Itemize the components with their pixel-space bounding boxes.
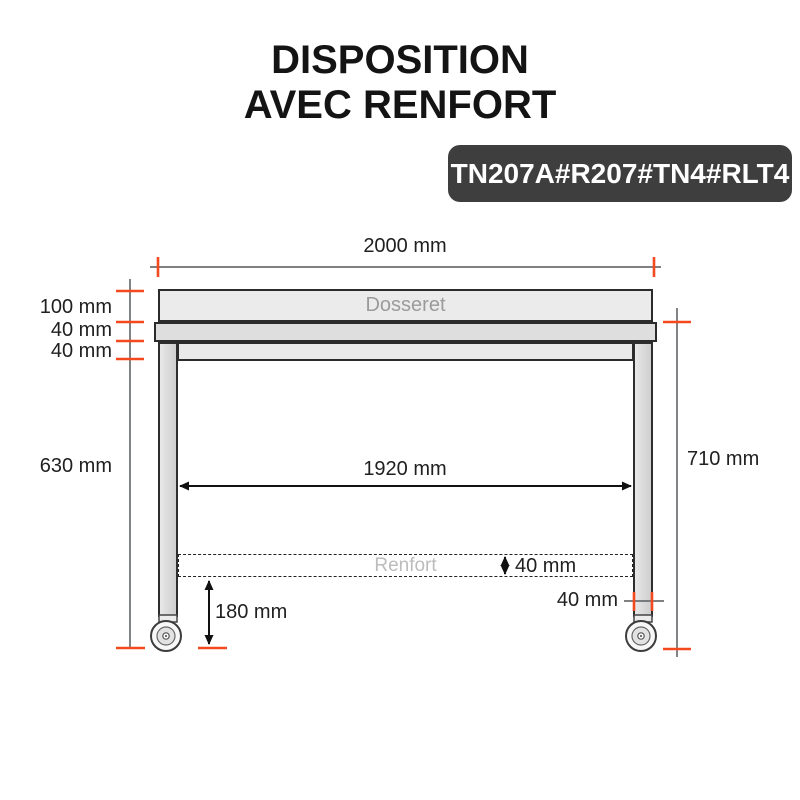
dim-worktop-thickness: 40 mm [50,319,112,341]
left-heights-dim-line [116,279,145,648]
dim-backsplash-height: 100 mm [39,296,112,318]
dim-inner-width: 1920 mm [363,458,447,480]
title-line-1: DISPOSITION [271,38,529,82]
work-height-dim-line [663,308,691,657]
dim-leg-clear-height: 630 mm [39,455,112,477]
dim-frame-rail-height: 40 mm [50,340,112,362]
dim-work-height: 710 mm [687,448,760,470]
dim-reinforcement-thickness: 40 mm [515,555,577,577]
backsplash-label: Dosseret [365,294,446,316]
dim-leg-width: 40 mm [556,589,618,611]
right-caster-wheel [626,615,656,651]
leg-width-dim-line [624,592,664,611]
title-line-2: AVEC RENFORT [243,83,557,127]
reinforcement-label: Renfort [374,554,437,576]
total-width-dim-line [150,257,661,277]
dim-total-width: 2000 mm [363,235,447,257]
product-code-badge: TN207A#R207#TN4#RLT4 [448,145,792,202]
dim-floor-clearance: 180 mm [215,601,288,623]
left-caster-wheel [151,615,181,651]
